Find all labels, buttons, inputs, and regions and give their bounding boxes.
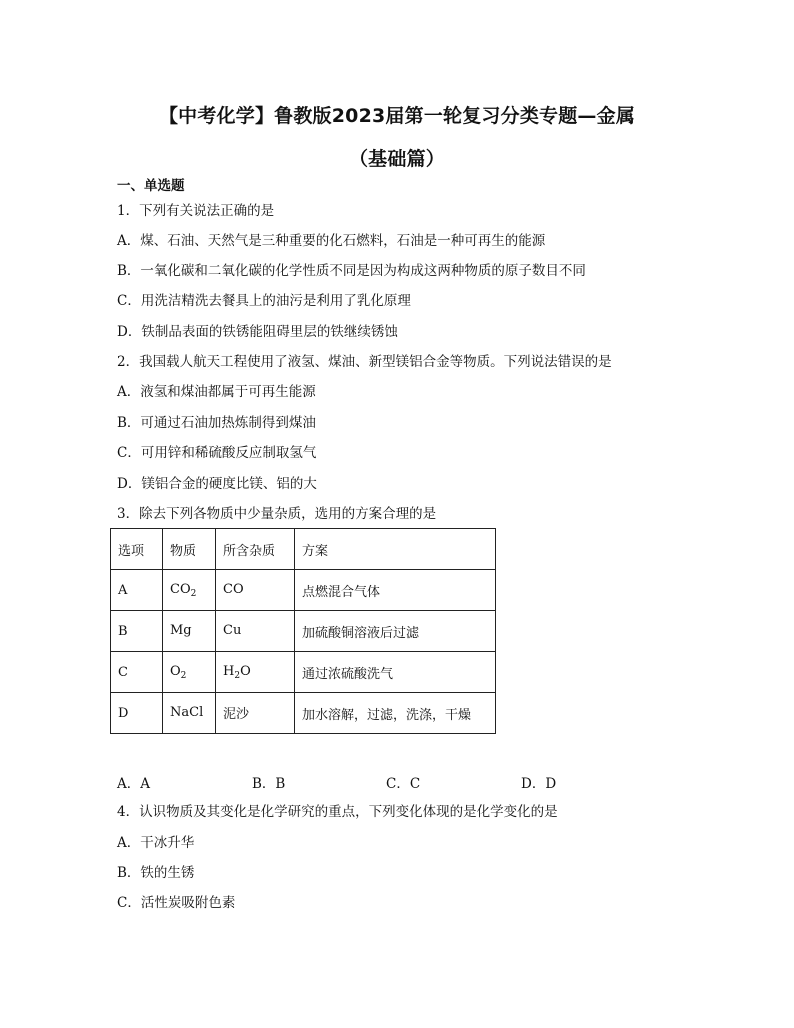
option-cell: A — [111, 570, 163, 611]
table-header-cell: 物质 — [163, 529, 216, 570]
question-4-option-b: B．铁的生锈 — [117, 865, 195, 881]
substance-cell: $O_2$ — [163, 652, 216, 693]
question-4-stem: 4．认识物质及其变化是化学研究的重点，下列变化体现的是化学变化的是 — [117, 804, 558, 820]
plan-cell: 点燃混合气体 — [295, 570, 496, 611]
document-subtitle: （基础篇） — [348, 148, 445, 170]
question-1-stem: 1．下列有关说法正确的是 — [117, 203, 275, 219]
table-header-cell: 选项 — [111, 529, 163, 570]
question-2-option-a: A．液氢和煤油都属于可再生能源 — [117, 384, 316, 400]
question-1-option-a: A．煤、石油、天然气是三种重要的化石燃料，石油是一种可再生的能源 — [117, 233, 546, 249]
option-cell: C — [111, 652, 163, 693]
question-2-stem: 2．我国载人航天工程使用了液氢、煤油、新型镁铝合金等物质。下列说法错误的是 — [117, 354, 612, 370]
impurity-cell: CO — [216, 570, 295, 611]
question-2-option-d: D．镁铝合金的硬度比镁、铝的大 — [117, 476, 317, 492]
question-1-option-d: D．铁制品表面的铁锈能阻碍里层的铁继续锈蚀 — [117, 324, 398, 340]
table-row — [111, 611, 496, 652]
substance-cell: Mg — [163, 611, 216, 652]
question-3-answer-a: A．A — [117, 776, 150, 792]
impurity-cell: $H_2O$ — [216, 652, 295, 693]
question-3-stem: 3．除去下列各物质中少量杂质，选用的方案合理的是 — [117, 506, 437, 522]
substance-cell: NaCl — [163, 693, 216, 734]
question-2-option-b: B．可通过石油加热炼制得到煤油 — [117, 415, 316, 431]
table-row — [111, 652, 496, 693]
question-1-option-c: C．用洗洁精洗去餐具上的油污是利用了乳化原理 — [117, 293, 411, 309]
question-4-option-c: C．活性炭吸附色素 — [117, 895, 236, 911]
substance-cell: $CO_2$ — [163, 570, 216, 611]
table-header-cell: 所含杂质 — [216, 529, 295, 570]
plan-cell: 加硫酸铜溶液后过滤 — [295, 611, 496, 652]
table-header-cell: 方案 — [295, 529, 496, 570]
document-title: 【中考化学】鲁教版2023届第一轮复习分类专题—金属 — [158, 105, 636, 127]
question-3-answer-b: B．B — [252, 776, 286, 792]
question-2-option-c: C．可用锌和稀硫酸反应制取氢气 — [117, 445, 317, 461]
table-row — [111, 570, 496, 611]
plan-cell: 加水溶解，过滤，洗涤，干燥 — [295, 693, 496, 734]
question-1-option-b: B．一氧化碳和二氧化碳的化学性质不同是因为构成这两种物质的原子数目不同 — [117, 263, 586, 279]
option-cell: D — [111, 693, 163, 734]
question-3-answer-c: C．C — [386, 776, 421, 792]
table-row — [111, 693, 496, 734]
question-4-option-a: A．干冰升华 — [117, 835, 195, 851]
section-heading: 一、单选题 — [117, 178, 185, 194]
question-3-answer-d: D．D — [521, 776, 557, 792]
impurity-cell: Cu — [216, 611, 295, 652]
option-cell: B — [111, 611, 163, 652]
question-3-table — [110, 528, 496, 734]
plan-cell: 通过浓硫酸洗气 — [295, 652, 496, 693]
table-header-row — [111, 529, 496, 570]
impurity-cell: 泥沙 — [216, 693, 295, 734]
